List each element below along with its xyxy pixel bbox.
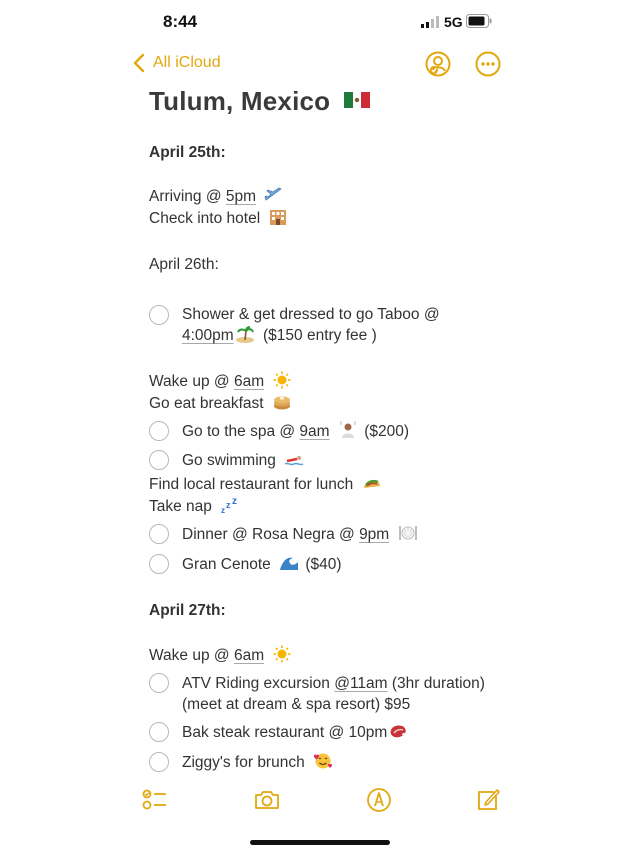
atv-line2: (meet at dream & spa resort) $95 [182,696,411,713]
mexico-flag-icon [344,92,370,108]
note-title[interactable] [149,86,370,117]
checkbox-bak[interactable] [149,722,169,742]
bak-text: Bak steak restaurant @ 10pm [182,724,388,741]
back-button[interactable] [133,53,221,73]
sun-icon [272,645,292,663]
spa-prefix: Go to the spa @ [182,423,300,440]
atv-suffix: (3hr duration) [387,675,485,692]
person-in-steam-icon [338,421,358,439]
cenote-text: Gran Cenote [182,556,271,573]
checkbox-ziggy[interactable] [149,752,169,772]
status-bar [0,0,640,44]
nap-text: Take nap [149,498,212,516]
line-wake-up [149,373,292,391]
line-breakfast [149,395,292,413]
markup-pen-icon[interactable] [365,786,393,814]
share-person-icon[interactable] [425,51,451,77]
shower-line2 [182,325,440,346]
network-type: 5G [444,14,463,30]
checkbox-shower[interactable] [149,305,169,325]
line-lunch [149,476,382,494]
airplane-icon [264,186,284,204]
item-ziggy [182,752,333,773]
shower-time[interactable]: 4:00pm [182,327,234,344]
dinner-prefix: Dinner @ Rosa Negra @ [182,526,360,543]
taco-icon [362,474,382,492]
wake2-time[interactable]: 6am [233,647,265,665]
item-spa [182,421,409,442]
heading-april-25: April 25th: [149,144,226,161]
ziggy-text: Ziggy's for brunch [182,754,305,771]
checkbox-swimming[interactable] [149,450,169,470]
shower-line1: Shower & get dressed to go Taboo @ [182,306,440,323]
sun-icon [272,371,292,389]
wake-prefix: Wake up @ [149,373,234,391]
svg-text:z: z [226,500,231,510]
wake2-prefix: Wake up @ [149,647,234,665]
item-shower [182,304,440,346]
line-wake-up-2 [149,647,292,665]
atv-prefix: ATV Riding excursion [182,675,335,692]
compose-icon[interactable] [474,786,502,814]
back-label: All iCloud [153,54,221,71]
checklist-icon[interactable] [141,786,169,814]
lunch-text: Find local restaurant for lunch [149,476,354,494]
atv-time[interactable]: @11am [334,675,388,692]
status-time: 8:44 [163,12,198,31]
line-nap [149,498,240,516]
wave-icon [279,554,299,572]
nav-bar [0,48,640,82]
item-atv [182,673,485,715]
svg-text:z: z [232,496,238,507]
checkbox-cenote[interactable] [149,554,169,574]
pancakes-icon [272,393,292,411]
item-bak [182,722,408,743]
line-checkin [149,210,288,228]
shower-fee: ($150 entry fee ) [263,327,377,344]
heading-april-26: April 26th: [149,256,219,273]
battery-icon [466,14,492,28]
cenote-price: ($40) [305,556,342,573]
steak-icon [388,722,408,740]
item-swimming [182,450,304,471]
dinner-time[interactable]: 9pm [359,526,390,543]
spa-price: ($200) [364,423,410,440]
checkbox-atv[interactable] [149,673,169,693]
spa-time[interactable]: 9am [299,423,330,440]
home-indicator[interactable] [250,840,390,845]
ellipsis-icon[interactable] [475,51,501,77]
bottom-toolbar [0,786,640,818]
checkbox-spa[interactable] [149,421,169,441]
smiling-face-hearts-icon [313,752,333,770]
checkbox-dinner[interactable] [149,524,169,544]
svg-text:z: z [221,506,226,514]
item-dinner [182,524,418,545]
item-cenote [182,554,342,575]
swim-text: Go swimming [182,452,276,469]
wake-time[interactable]: 6am [233,373,265,391]
line-arriving [149,188,284,206]
swimmer-icon [284,450,304,468]
signal-bars-icon [421,16,441,28]
hotel-icon [268,208,288,226]
chevron-left-icon [133,53,145,73]
arriving-prefix: Arriving @ [149,188,226,206]
note-title-text: Tulum, Mexico [149,86,331,116]
heading-april-27: April 27th: [149,602,226,619]
camera-icon[interactable] [253,786,281,814]
checkin-text: Check into hotel [149,210,261,228]
zzz-icon [220,496,240,514]
atv-line1 [182,673,485,694]
arriving-time[interactable]: 5pm [225,188,257,206]
plate-cutlery-icon [398,524,418,542]
breakfast-text: Go eat breakfast [149,395,264,413]
island-icon [235,325,255,343]
